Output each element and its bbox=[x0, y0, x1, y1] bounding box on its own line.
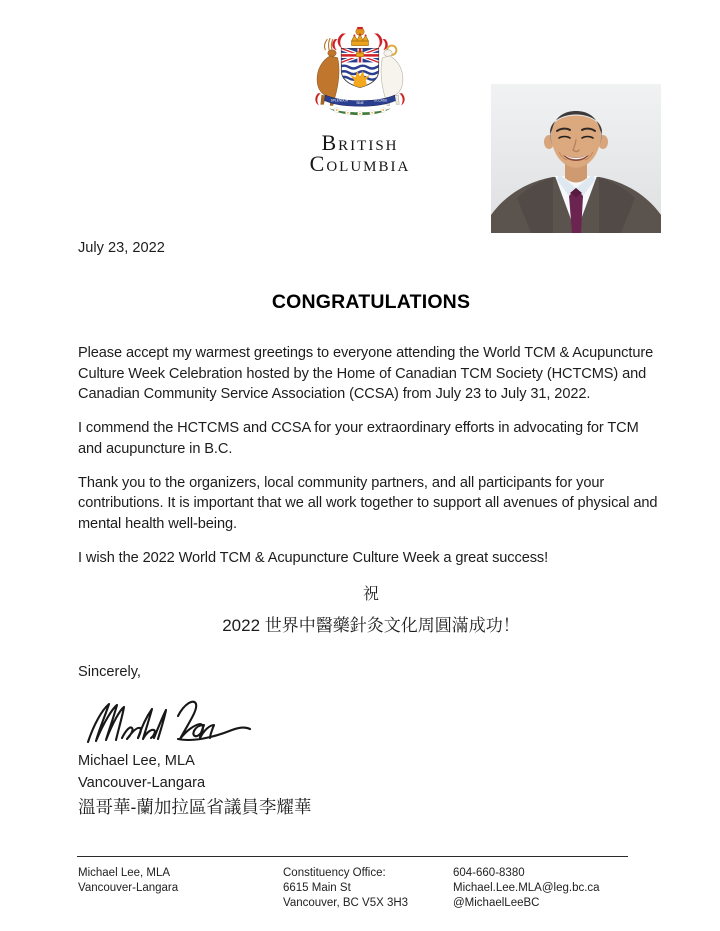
bc-wordmark-line2: COLUMBIA bbox=[309, 151, 411, 176]
footer-phone: 604-660-8380 bbox=[453, 867, 525, 879]
footer-office-column bbox=[283, 866, 453, 911]
letter-date: July 23, 2022 bbox=[78, 240, 165, 256]
michael-lee-portrait bbox=[491, 84, 661, 233]
blessing-character: 祝 bbox=[362, 586, 379, 603]
footer-riding: Vancouver-Langara bbox=[78, 882, 179, 894]
paragraph-commend: I commend the HCTCMS and CCSA for your extraordinary efforts in advocating for TCM and acupuncture in B.C. bbox=[78, 420, 639, 457]
signer-name: Michael Lee, MLA bbox=[78, 753, 195, 769]
bc-coat-of-arms-icon bbox=[290, 26, 430, 138]
paragraph-greeting: Please accept my warmest greetings to everyone attending the World TCM & Acupuncture Culture Week Celebration hosted by the Home of Canadian TCM Society (HCTCMS) and Canadian Community Service Association (CCSA) from July 23 to July 31, 2022. bbox=[78, 345, 654, 402]
crest-motto-word2: SINE bbox=[356, 100, 364, 105]
signer-riding: Vancouver-Langara bbox=[78, 775, 206, 791]
crest-motto-word3: OCCASU bbox=[373, 98, 388, 103]
letter-body bbox=[78, 238, 664, 820]
michael-lee-signature bbox=[82, 694, 257, 750]
closing-salutation: Sincerely, bbox=[78, 664, 141, 680]
footer-contact-column bbox=[453, 866, 648, 911]
paragraph-thanks: Thank you to the organizers, local community partners, and all participants for your contributions. It is important that we all work together to support all avenues of physical and mental health well-being. bbox=[78, 474, 658, 532]
footer-social-handle: @MichaelLeeBC bbox=[453, 897, 540, 909]
portrait-photo-icon bbox=[491, 84, 661, 233]
letter-title: CONGRATULATIONS bbox=[271, 291, 471, 313]
paragraph-wish: I wish the 2022 World TCM & Acupuncture Culture Week a great success! bbox=[78, 549, 549, 566]
footer-identity-column bbox=[78, 866, 283, 911]
footer-name: Michael Lee, MLA bbox=[78, 867, 171, 879]
footer-office-city: Vancouver, BC V5X 3H3 bbox=[283, 897, 409, 909]
bc-wordmark-line1: BRITISH bbox=[321, 130, 399, 155]
footer-email: Michael.Lee.MLA@leg.bc.ca bbox=[453, 882, 600, 894]
footer-divider bbox=[77, 856, 628, 857]
blessing-line-chinese: 2022 世界中醫藥針灸文化周圓滿成功！ bbox=[222, 616, 520, 635]
crest-motto-word1: SPLENDOR bbox=[330, 98, 349, 103]
footer-office-label: Constituency Office: bbox=[283, 867, 386, 879]
signer-chinese-name: 溫哥華-蘭加拉區省議員李耀華 bbox=[78, 797, 312, 817]
footer-office-street: 6615 Main St bbox=[283, 882, 351, 894]
footer bbox=[78, 866, 648, 911]
